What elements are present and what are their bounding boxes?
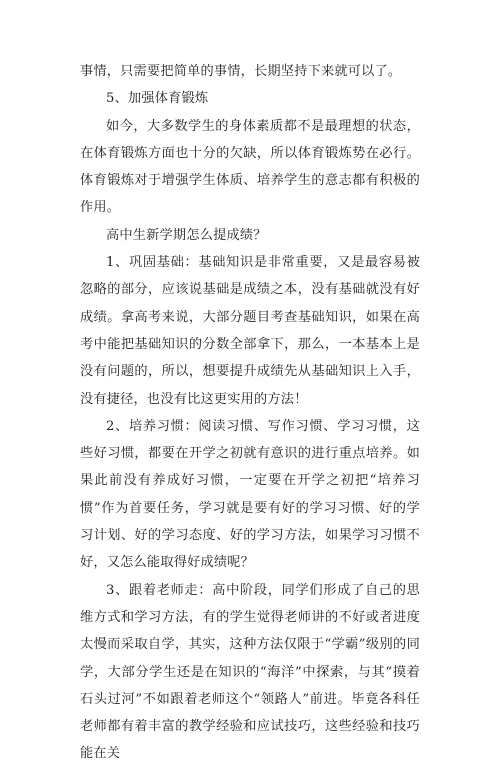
paragraph-continuation: 事情，只需要把简单的事情，长期坚持下来就可以了。 (80, 64, 402, 79)
section-heading-physical-exercise: 5、加强体育锻炼 (106, 91, 209, 107)
paragraph-physical-exercise: 如今，大多数学生的身体素质都不是最理想的状态，在体育锻炼方面也十分的欠缺，所以体育锻炼势在必行。体育锻炼对于增强学生体质、培养学生的意志都有积极的作用。 (80, 118, 420, 216)
section-heading-improve-grades: 高中生新学期怎么提成绩？ (106, 227, 267, 243)
paragraph-follow-teacher: 3、跟着老师走：高中阶段，同学们形成了自己的思维方式和学习方法，有的学生觉得老师讲的不好或者进度太慢而采取自学，其实，这种方法仅限于“学霸”级别的同学，大部分学生还是在知识的“海洋”中探索，与其“摸着石头过河”不如跟着老师这个“领路人”前进。毕竟各科任老师都有着丰富的教学经验和应试技巧，这些经验和技巧能在关 (80, 582, 420, 762)
document-body (80, 58, 420, 768)
paragraph-consolidate-basics: 1、巩固基础：基础知识是非常重要，又是最容易被忽略的部分，应该说基础是成绩之本，没有基础就没有好成绩。拿高考来说，大部分题目考查基础知识，如果在高考中能把基础知识的分数全部拿下，那么，一本基本上是没有问题的，所以，想要提升成绩先从基础知识上入手，没有捷径，也没有比这更实用的方法！ (80, 255, 420, 407)
paragraph-cultivate-habits: 2、培养习惯：阅读习惯、写作习惯、学习习惯，这些好习惯，都要在开学之初就有意识的进行重点培养。如果此前没有养成好习惯，一定要在开学之初把“培养习惯”作为首要任务，学习就是要有好的学习习惯、好的学习计划、好的学习态度、好的学习方法，如果学习习惯不好，又怎么能取得好成绩呢？ (80, 418, 420, 571)
